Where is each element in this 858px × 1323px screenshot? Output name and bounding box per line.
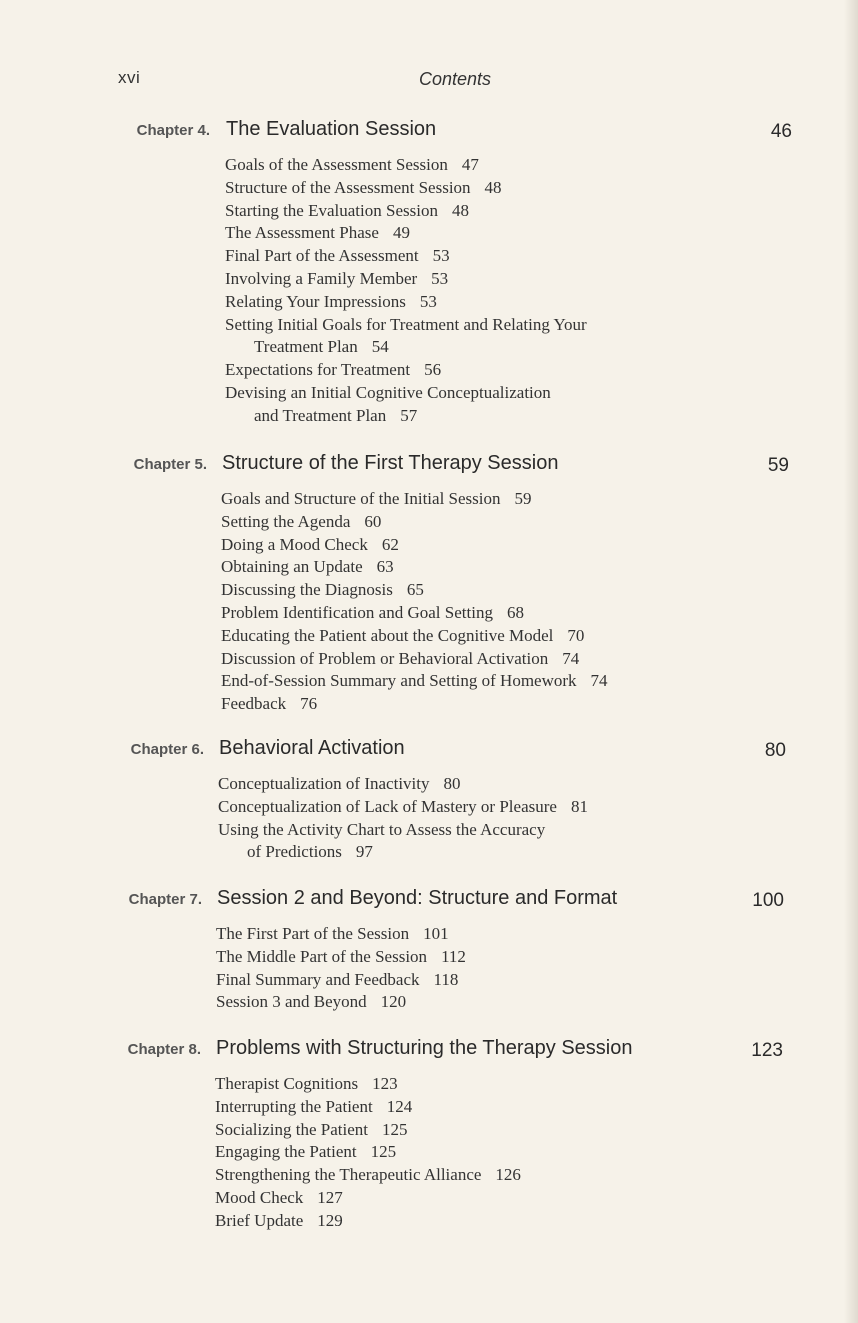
entry-title: Problem Identification and Goal Setting: [221, 602, 493, 622]
toc-entry: [225, 314, 587, 360]
toc-entry: [216, 991, 466, 1014]
chapter-page-number: 80: [764, 740, 786, 761]
entry-title: Goals and Structure of the Initial Session: [221, 489, 501, 508]
entry-page-number: 56: [424, 360, 442, 380]
toc-entry: [225, 291, 587, 314]
entry-title: Educating the Patient about the Cognitive Model: [221, 625, 554, 645]
entry-page-number: 80: [443, 774, 461, 793]
entry-page-number: 53: [419, 291, 437, 311]
entry-title: Socializing the Patient: [215, 1119, 368, 1139]
entry-page-number: 68: [506, 602, 524, 622]
toc-entry: [225, 177, 587, 200]
entry-title: Relating Your Impressions: [225, 291, 406, 311]
entry-page-number: 118: [433, 969, 459, 989]
section-list: [221, 488, 608, 716]
entry-page-number: 127: [317, 1187, 343, 1207]
running-title: Contents: [418, 69, 492, 89]
section-list: [215, 1073, 521, 1233]
entry-page-number: 124: [386, 1096, 413, 1116]
entry-title-continued-text: and Treatment Plan: [254, 405, 387, 425]
entry-page-number: 97: [355, 842, 373, 862]
chapter-label: Chapter 7.: [128, 891, 202, 908]
entry-title: Interrupting the Patient: [215, 1096, 373, 1116]
entry-page-number: 76: [300, 694, 318, 714]
chapter-title: The Evaluation Session: [226, 118, 437, 140]
toc-entry: [225, 222, 587, 245]
chapter-page-number: 59: [767, 455, 789, 476]
toc-entry: [221, 693, 608, 716]
entry-page-number: 54: [371, 337, 389, 357]
toc-entry: [216, 969, 466, 992]
entry-title-continuation: [225, 405, 587, 428]
entry-title: Starting the Evaluation Session: [225, 200, 438, 220]
entry-page-number: 57: [400, 405, 418, 425]
chapter-label: Chapter 4.: [136, 122, 210, 139]
entry-page-number: 126: [495, 1165, 521, 1185]
entry-title: Brief Update: [215, 1210, 304, 1230]
entry-title: Doing a Mood Check: [221, 534, 368, 554]
chapter-page-number: 46: [770, 121, 792, 142]
entry-page-number: 62: [381, 534, 399, 554]
toc-entry: [216, 946, 466, 969]
entry-page-number: 63: [376, 557, 394, 577]
toc-entry: [225, 268, 587, 291]
entry-page-number: 81: [570, 796, 588, 816]
toc-entry: [221, 534, 608, 557]
entry-page-number: 125: [381, 1119, 408, 1139]
entry-title: The Middle Part of the Session: [216, 946, 428, 966]
entry-page-number: 47: [461, 155, 479, 174]
entry-title: Setting Initial Goals for Treatment and Relating Your: [225, 314, 587, 334]
entry-page-number: 53: [432, 246, 450, 266]
entry-title-continuation: [218, 841, 588, 864]
toc-entry: [225, 359, 587, 382]
entry-page-number: 101: [423, 924, 449, 943]
entry-title-continuation: [225, 336, 587, 359]
toc-entry: [225, 200, 587, 223]
toc-entry: [221, 670, 608, 693]
toc-entry: [225, 154, 587, 177]
entry-page-number: 48: [484, 177, 502, 197]
toc-entry: [215, 1096, 521, 1119]
entry-page-number: 60: [364, 511, 382, 531]
entry-title-continued-text: of Predictions: [247, 842, 342, 862]
toc-entry: [221, 625, 608, 648]
section-list: [218, 773, 588, 864]
chapter-title: Problems with Structuring the Therapy Session: [216, 1037, 633, 1059]
entry-title: Using the Activity Chart to Assess the Accuracy: [218, 819, 546, 839]
entry-title: Conceptualization of Inactivity: [218, 774, 430, 793]
toc-entry: [215, 1073, 521, 1096]
toc-entry: [218, 796, 588, 819]
entry-page-number: 48: [451, 200, 469, 220]
toc-entry: [221, 511, 608, 534]
entry-page-number: 65: [406, 580, 424, 600]
entry-title: Discussing the Diagnosis: [221, 580, 393, 600]
section-list: [216, 923, 466, 1014]
entry-title: The First Part of the Session: [216, 924, 410, 943]
toc-entry: [221, 648, 608, 671]
section-list: [225, 154, 587, 428]
chapter-page-number: 100: [752, 890, 784, 911]
entry-title: Expectations for Treatment: [225, 360, 411, 380]
entry-title: Involving a Family Member: [225, 268, 418, 288]
chapter-page-number: 123: [751, 1040, 783, 1061]
entry-page-number: 112: [441, 946, 466, 966]
toc-entry: [221, 602, 608, 625]
chapter-title: Behavioral Activation: [219, 737, 405, 759]
entry-title: The Assessment Phase: [225, 223, 379, 243]
entry-title: Setting the Agenda: [221, 511, 351, 531]
entry-title: Conceptualization of Lack of Mastery or Pleasure: [218, 796, 557, 816]
entry-page-number: 49: [392, 223, 410, 243]
toc-entry: [215, 1141, 521, 1164]
toc-entry: [218, 773, 588, 796]
toc-entry: [215, 1164, 521, 1187]
entry-page-number: 74: [562, 648, 580, 668]
toc-entry: [221, 556, 608, 579]
entry-page-number: 59: [514, 489, 532, 508]
entry-title: Final Summary and Feedback: [216, 969, 420, 989]
entry-title: Engaging the Patient: [215, 1142, 357, 1162]
entry-page-number: 74: [590, 671, 608, 691]
chapter-title: Structure of the First Therapy Session: [222, 452, 559, 474]
toc-entry: [221, 488, 608, 511]
toc-entry: [218, 819, 588, 865]
entry-page-number: 123: [372, 1074, 398, 1093]
entry-page-number: 70: [567, 625, 585, 645]
toc-entry: [225, 245, 587, 268]
entry-title: Mood Check: [215, 1187, 304, 1207]
chapter-title: Session 2 and Beyond: Structure and Format: [217, 887, 618, 909]
page-number: xvi: [118, 68, 141, 87]
chapter-label: Chapter 5.: [133, 456, 207, 473]
entry-page-number: 120: [380, 992, 407, 1012]
entry-title: Final Part of the Assessment: [225, 246, 419, 266]
entry-page-number: 53: [431, 268, 449, 288]
entry-title: Therapist Cognitions: [215, 1074, 359, 1093]
toc-entry: [216, 923, 466, 946]
chapter-label: Chapter 6.: [130, 741, 204, 758]
toc-entry: [221, 579, 608, 602]
entry-title: Discussion of Problem or Behavioral Activation: [221, 648, 549, 668]
entry-title: Feedback: [221, 694, 287, 714]
entry-title: End-of-Session Summary and Setting of Homework: [221, 671, 577, 691]
entry-page-number: 125: [370, 1142, 397, 1162]
entry-title: Session 3 and Beyond: [216, 992, 367, 1012]
entry-title: Devising an Initial Cognitive Conceptualization: [225, 382, 551, 402]
entry-title: Structure of the Assessment Session: [225, 177, 471, 197]
entry-page-number: 129: [317, 1210, 343, 1230]
toc-entry: [215, 1119, 521, 1142]
entry-title: Goals of the Assessment Session: [225, 155, 448, 174]
toc-entry: [225, 382, 587, 428]
page-edge-shadow: [844, 0, 858, 1323]
chapter-label: Chapter 8.: [127, 1041, 201, 1058]
entry-title: Strengthening the Therapeutic Alliance: [215, 1165, 482, 1185]
entry-title: Obtaining an Update: [221, 557, 363, 577]
entry-title-continued-text: Treatment Plan: [254, 337, 358, 357]
toc-entry: [215, 1210, 521, 1233]
toc-entry: [215, 1187, 521, 1210]
